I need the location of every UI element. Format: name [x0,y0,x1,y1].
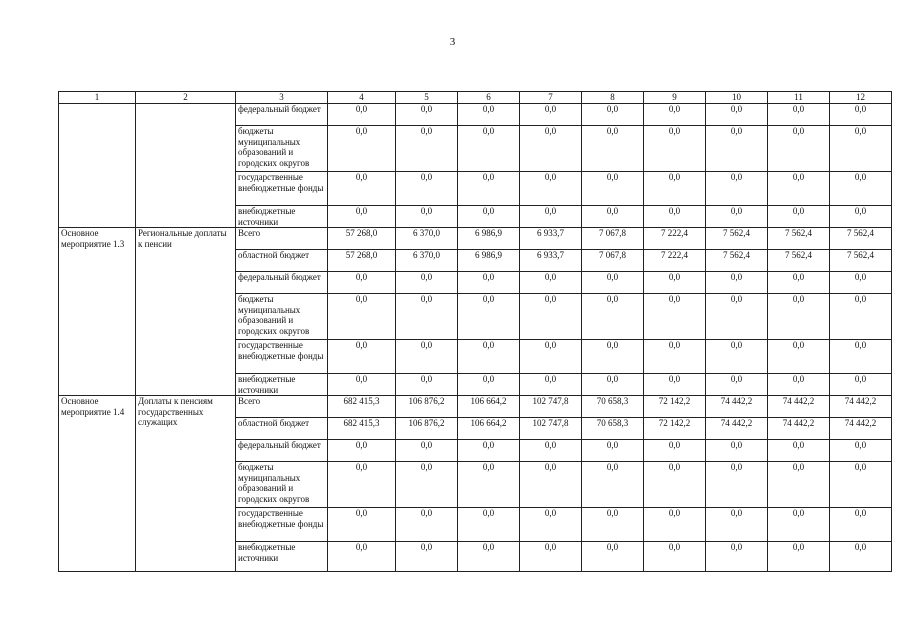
value-cell: 0,0 [768,542,830,572]
value-cell: 0,0 [328,206,396,228]
value-cell: 0,0 [830,340,892,374]
value-cell: 0,0 [328,542,396,572]
value-cell: 0,0 [458,462,520,508]
funding-source-cell: областной бюджет [236,250,328,272]
value-cell: 0,0 [830,462,892,508]
value-cell: 0,0 [458,172,520,206]
value-cell: 0,0 [582,126,644,172]
value-cell: 0,0 [458,440,520,462]
value-cell: 0,0 [644,172,706,206]
table-row [59,104,892,126]
value-cell: 0,0 [328,340,396,374]
value-cell: 0,0 [520,126,582,172]
value-cell: 102 747,8 [520,396,582,418]
funding-source-cell: федеральный бюджет [236,272,328,294]
value-cell: 0,0 [706,440,768,462]
value-cell: 74 442,2 [706,396,768,418]
funding-source-cell: государственные внебюджетные фонды [236,172,328,206]
value-cell: 57 268,0 [328,228,396,250]
value-cell: 57 268,0 [328,250,396,272]
value-cell: 0,0 [458,542,520,572]
value-cell: 0,0 [396,508,458,542]
col-header: 7 [520,92,582,104]
value-cell: 0,0 [644,374,706,396]
value-cell: 0,0 [520,272,582,294]
value-cell: 0,0 [520,462,582,508]
col-header: 3 [236,92,328,104]
value-cell: 0,0 [582,272,644,294]
value-cell: 0,0 [582,440,644,462]
value-cell: 0,0 [644,440,706,462]
value-cell: 0,0 [396,206,458,228]
value-cell: 0,0 [706,462,768,508]
col-header: 5 [396,92,458,104]
value-cell: 70 658,3 [582,418,644,440]
value-cell: 0,0 [520,340,582,374]
value-cell: 0,0 [396,440,458,462]
event-title-cell: Доплаты к пенсиям государственных служащих [136,396,236,572]
value-cell: 0,0 [520,440,582,462]
value-cell: 0,0 [396,374,458,396]
value-cell: 0,0 [768,172,830,206]
col-header: 12 [830,92,892,104]
col-header: 1 [59,92,136,104]
value-cell: 0,0 [520,172,582,206]
value-cell: 0,0 [582,340,644,374]
funding-source-cell: Всего [236,396,328,418]
value-cell: 6 933,7 [520,250,582,272]
value-cell: 0,0 [706,126,768,172]
value-cell: 0,0 [520,294,582,340]
value-cell: 0,0 [582,206,644,228]
funding-source-cell: внебюджетные источники [236,542,328,572]
value-cell: 0,0 [328,172,396,206]
value-cell: 0,0 [328,374,396,396]
page-number: 3 [449,36,456,48]
value-cell: 0,0 [520,508,582,542]
funding-source-cell: бюджеты муниципальных образований и городских округов [236,294,328,340]
value-cell: 0,0 [768,374,830,396]
value-cell: 0,0 [328,294,396,340]
value-cell: 0,0 [830,440,892,462]
value-cell: 0,0 [830,104,892,126]
value-cell: 0,0 [396,462,458,508]
value-cell: 0,0 [328,508,396,542]
funding-source-cell: федеральный бюджет [236,440,328,462]
value-cell: 0,0 [644,126,706,172]
funding-source-cell: внебюджетные источники [236,374,328,396]
funding-source-cell: бюджеты муниципальных образований и городских округов [236,126,328,172]
value-cell: 0,0 [582,104,644,126]
value-cell: 0,0 [396,294,458,340]
value-cell: 6 986,9 [458,228,520,250]
value-cell: 0,0 [582,294,644,340]
value-cell: 0,0 [706,294,768,340]
value-cell: 0,0 [768,104,830,126]
value-cell: 0,0 [458,294,520,340]
value-cell: 0,0 [396,340,458,374]
value-cell: 6 986,9 [458,250,520,272]
value-cell: 106 876,2 [396,396,458,418]
value-cell: 0,0 [830,294,892,340]
value-cell: 0,0 [768,508,830,542]
value-cell: 7 222,4 [644,250,706,272]
value-cell: 0,0 [328,440,396,462]
value-cell: 0,0 [830,374,892,396]
value-cell: 106 664,2 [458,396,520,418]
value-cell: 0,0 [520,374,582,396]
col-header: 9 [644,92,706,104]
funding-source-cell: федеральный бюджет [236,104,328,126]
value-cell: 7 562,4 [768,228,830,250]
value-cell: 0,0 [458,104,520,126]
value-cell: 0,0 [706,272,768,294]
value-cell: 0,0 [458,206,520,228]
funding-source-cell: внебюджетные источники [236,206,328,228]
value-cell: 7 222,4 [644,228,706,250]
event-cell [59,104,136,228]
funding-source-cell: бюджеты муниципальных образований и городских округов [236,462,328,508]
value-cell: 0,0 [328,104,396,126]
value-cell: 0,0 [328,272,396,294]
value-cell: 0,0 [458,272,520,294]
value-cell: 0,0 [328,462,396,508]
value-cell: 0,0 [328,126,396,172]
value-cell: 0,0 [706,508,768,542]
value-cell: 0,0 [706,542,768,572]
value-cell: 0,0 [396,542,458,572]
value-cell: 74 442,2 [768,418,830,440]
value-cell: 0,0 [830,172,892,206]
value-cell: 0,0 [768,462,830,508]
value-cell: 0,0 [768,206,830,228]
col-header: 6 [458,92,520,104]
value-cell: 7 562,4 [768,250,830,272]
value-cell: 0,0 [582,542,644,572]
funding-source-cell: государственные внебюджетные фонды [236,340,328,374]
value-cell: 7 562,4 [706,250,768,272]
value-cell: 0,0 [396,126,458,172]
value-cell: 682 415,3 [328,418,396,440]
funding-source-cell: государственные внебюджетные фонды [236,508,328,542]
value-cell: 0,0 [644,340,706,374]
funding-source-cell: областной бюджет [236,418,328,440]
table-row [59,396,892,418]
value-cell: 0,0 [644,206,706,228]
value-cell: 0,0 [458,374,520,396]
value-cell: 72 142,2 [644,396,706,418]
value-cell: 0,0 [644,508,706,542]
value-cell: 74 442,2 [830,396,892,418]
value-cell: 72 142,2 [644,418,706,440]
value-cell: 0,0 [582,508,644,542]
value-cell: 0,0 [706,104,768,126]
value-cell: 0,0 [830,542,892,572]
event-cell: Основное мероприятие 1.4 [59,396,136,572]
value-cell: 682 415,3 [328,396,396,418]
value-cell: 0,0 [582,462,644,508]
value-cell: 7 067,8 [582,250,644,272]
event-title-cell [136,104,236,228]
value-cell: 0,0 [768,294,830,340]
col-header: 10 [706,92,768,104]
value-cell: 70 658,3 [582,396,644,418]
event-cell: Основное мероприятие 1.3 [59,228,136,396]
value-cell: 0,0 [768,440,830,462]
value-cell: 0,0 [830,126,892,172]
value-cell: 0,0 [768,126,830,172]
value-cell: 106 876,2 [396,418,458,440]
value-cell: 7 067,8 [582,228,644,250]
value-cell: 0,0 [830,206,892,228]
value-cell: 0,0 [644,542,706,572]
value-cell: 0,0 [520,206,582,228]
value-cell: 0,0 [768,272,830,294]
value-cell: 0,0 [830,272,892,294]
value-cell: 0,0 [520,104,582,126]
value-cell: 106 664,2 [458,418,520,440]
header-row [59,92,892,104]
value-cell: 7 562,4 [706,228,768,250]
value-cell: 0,0 [644,294,706,340]
value-cell: 0,0 [458,126,520,172]
table-row [59,228,892,250]
col-header: 8 [582,92,644,104]
value-cell: 7 562,4 [830,228,892,250]
value-cell: 7 562,4 [830,250,892,272]
value-cell: 102 747,8 [520,418,582,440]
value-cell: 0,0 [396,172,458,206]
value-cell: 0,0 [706,206,768,228]
value-cell: 0,0 [706,340,768,374]
value-cell: 0,0 [396,104,458,126]
value-cell: 74 442,2 [768,396,830,418]
value-cell: 0,0 [706,172,768,206]
value-cell: 0,0 [644,104,706,126]
funding-source-cell: Всего [236,228,328,250]
value-cell: 0,0 [582,172,644,206]
value-cell: 0,0 [458,340,520,374]
budget-table [58,91,892,572]
value-cell: 6 933,7 [520,228,582,250]
value-cell: 0,0 [520,542,582,572]
col-header: 2 [136,92,236,104]
col-header: 11 [768,92,830,104]
value-cell: 0,0 [830,508,892,542]
value-cell: 0,0 [458,508,520,542]
value-cell: 0,0 [644,272,706,294]
value-cell: 6 370,0 [396,250,458,272]
value-cell: 6 370,0 [396,228,458,250]
value-cell: 0,0 [706,374,768,396]
col-header: 4 [328,92,396,104]
value-cell: 74 442,2 [706,418,768,440]
value-cell: 0,0 [396,272,458,294]
table-body [59,104,892,572]
value-cell: 0,0 [644,462,706,508]
value-cell: 74 442,2 [830,418,892,440]
value-cell: 0,0 [582,374,644,396]
event-title-cell: Региональные доплаты к пенсии [136,228,236,396]
value-cell: 0,0 [768,340,830,374]
